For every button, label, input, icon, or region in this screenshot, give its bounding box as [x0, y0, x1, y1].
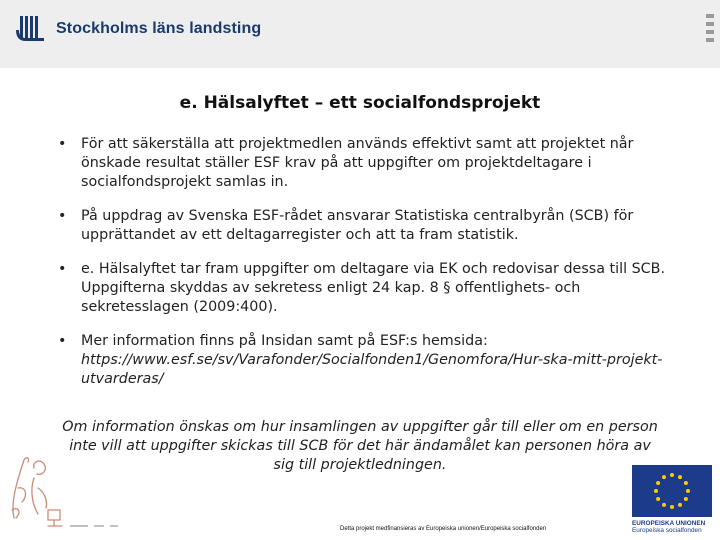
bullet-symbol: • [58, 333, 67, 349]
bullet-text: För att säkerställa att projektmedlen används effektivt samt att projektet når önskade resultat ställer ESF krav på att uppgifter om projektdeltagare i socialfondsprojekt samlas in. [81, 136, 634, 190]
bullet-text: Mer information finns på Insidan samt på ESF:s hemsida: [81, 333, 488, 349]
esf-label: Europeiska socialfonden [632, 527, 702, 534]
bullet-text: På uppdrag av Svenska ESF-rådet ansvarar Statistiska centralbyrån (SCB) för upprättandet av ett deltagarregister och att ta fram statistik. [81, 208, 634, 243]
eu-flag-icon [632, 465, 712, 517]
slide-header [0, 0, 720, 68]
bullet-item [56, 260, 666, 317]
bullet-symbol: • [58, 208, 67, 224]
eu-emblem [632, 465, 712, 535]
funding-statement: Detta projekt medfinansieras av Europeiska unionen/Europeiska socialfonden [340, 526, 547, 532]
bullet-list [56, 135, 666, 404]
bullet-symbol: • [58, 261, 67, 277]
contact-note: Om information önskas om hur insamlingen av uppgifter går till eller om en person inte vill att uppgifter skickas till SCB för det här ändamålet kan personen höra av sig till projektledningen. [62, 419, 658, 473]
esf-link[interactable]: https://www.esf.se/sv/Varafonder/Socialfonden1/Genomfora/Hur-ska-mitt-projekt-utvarderas/ [81, 352, 663, 387]
bullet-item [56, 332, 666, 389]
eu-label: EUROPEISKA UNIONEN [632, 520, 706, 527]
slide-corner-icon [704, 8, 716, 58]
ehalsa-sketch-logo [4, 448, 124, 533]
bullet-text: e. Hälsalyftet tar fram uppgifter om deltagare via EK och redovisar dessa till SCB. Uppgifterna skyddas av sekretess enligt 24 kap. 8 § offentlighets- och sekretesslagen (2009:400). [81, 261, 666, 315]
slide-title: e. Hälsalyftet – ett socialfondsprojekt [179, 93, 541, 113]
org-logo [14, 14, 261, 44]
org-name: Stockholms läns landsting [56, 20, 262, 37]
bullet-item [56, 135, 666, 192]
bullet-symbol: • [58, 136, 67, 152]
sll-logo-icon [14, 14, 48, 44]
bullet-item [56, 207, 666, 245]
